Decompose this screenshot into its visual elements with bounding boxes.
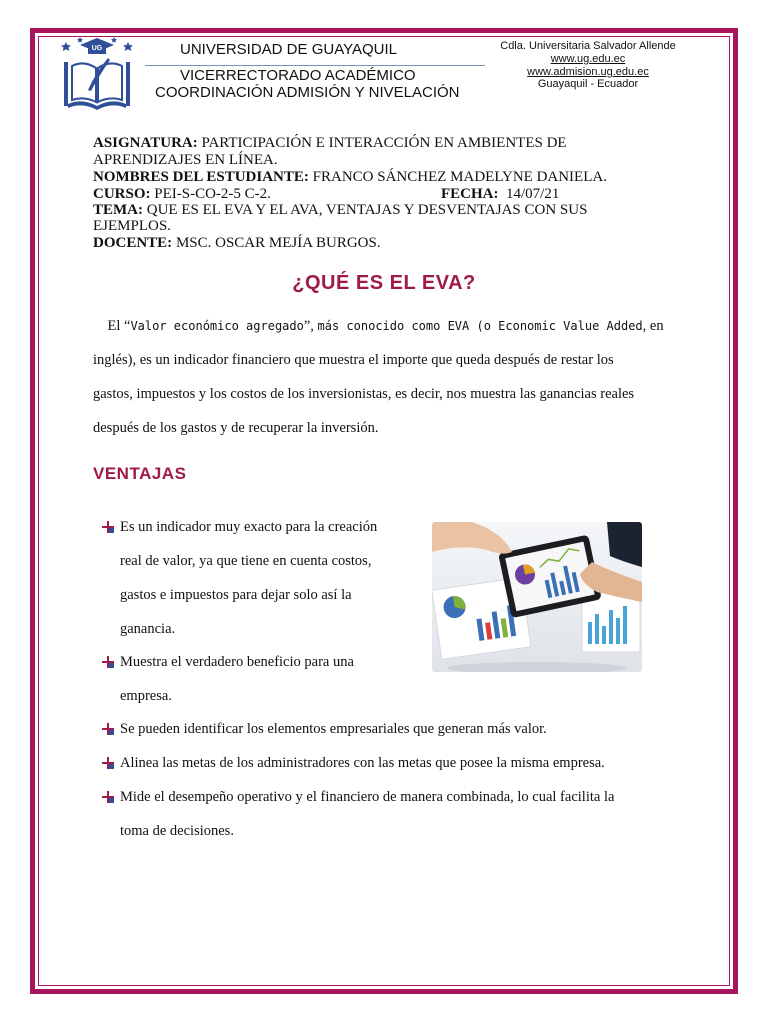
- bullet-icon: [102, 757, 114, 769]
- fecha-label: FECHA:: [441, 186, 499, 202]
- intro-line-3: gastos, impuestos y los costos de los inversionistas, es decir, nos muestra las ganancias reales: [93, 386, 635, 402]
- fecha-line: [441, 186, 559, 203]
- bullet-1-line-1: Es un indicador muy exacto para la creación: [120, 519, 378, 535]
- bullet-4: Alinea las metas de los administradores con las metas que posee la misma empresa.: [120, 755, 605, 771]
- intro-line-4: después de los gastos y de recuperar la inversión.: [93, 420, 379, 436]
- tema-line: [93, 202, 587, 219]
- docente-label: DOCENTE:: [93, 235, 173, 251]
- asignatura-value: PARTICIPACIÓN E INTERACCIÓN EN AMBIENTES DE: [201, 135, 567, 151]
- university-name: UNIVERSIDAD DE GUAYAQUIL: [180, 41, 397, 58]
- vicerrectorado-name: VICERRECTORADO ACADÉMICO: [180, 67, 416, 84]
- nombres-value: FRANCO SÁNCHEZ MADELYNE DANIELA.: [312, 169, 607, 185]
- intro-definition: más conocido como EVA (o Economic Value Added: [317, 319, 643, 333]
- header-divider: [145, 65, 485, 66]
- ventajas-heading: VENTAJAS: [93, 464, 187, 483]
- intro-line-1: [93, 318, 664, 335]
- bullet-icon: [102, 791, 114, 803]
- address-line: Cdla. Universitaria Salvador Allende: [500, 40, 676, 52]
- bullet-1-line-2: real de valor, ya que tiene en cuenta costos,: [120, 553, 372, 569]
- website-link[interactable]: www.ug.edu.ec: [550, 53, 626, 65]
- intro-quote-open: El “: [107, 318, 131, 334]
- curso-line: [93, 186, 271, 203]
- asignatura-line: [93, 135, 567, 152]
- bullet-2-line-1: Muestra el verdadero beneficio para una: [120, 654, 354, 670]
- asignatura-label: ASIGNATURA:: [93, 135, 198, 151]
- tema-label: TEMA:: [93, 202, 143, 218]
- tema-line-2: EJEMPLOS.: [93, 218, 171, 234]
- docente-line: [93, 235, 381, 252]
- tema-value: QUE ES EL EVA Y EL AVA, VENTAJAS Y DESVENTAJAS CON SUS: [146, 202, 588, 218]
- intro-quote-close: ”,: [303, 318, 318, 334]
- bullet-1-line-3: gastos e impuestos para dejar solo así la: [120, 587, 352, 603]
- bullet-2-line-2: empresa.: [120, 688, 172, 704]
- bullet-5-line-2: toma de decisiones.: [120, 823, 234, 839]
- intro-line-2: inglés), es un indicador financiero que muestra el importe que queda después de restar los: [93, 352, 614, 368]
- bullet-icon: [102, 521, 114, 533]
- logo-monogram: UG: [91, 45, 103, 52]
- bullet-icon: [102, 723, 114, 735]
- intro-term: Valor económico agregado: [130, 319, 304, 333]
- bullet-3: Se pueden identificar los elementos empresariales que generan más valor.: [120, 721, 547, 737]
- page-title: ¿QUÉ ES EL EVA?: [292, 272, 476, 294]
- bullet-1-line-4: ganancia.: [120, 621, 176, 637]
- nombres-line: [93, 169, 607, 186]
- city-line: Guayaquil - Ecuador: [537, 78, 639, 90]
- admission-website-link[interactable]: www.admision.ug.edu.ec: [527, 66, 649, 78]
- fecha-value: 14/07/21: [506, 186, 560, 202]
- curso-label: CURSO:: [93, 186, 151, 202]
- business-tablet-photo: [432, 522, 642, 672]
- docente-value: MSC. OSCAR MEJÍA BURGOS.: [175, 235, 381, 251]
- asignatura-line-2: APRENDIZAJES EN LÍNEA.: [93, 152, 278, 168]
- curso-value: PEI-S-CO-2-5 C-2.: [154, 186, 271, 202]
- coordination-name: COORDINACIÓN ADMISIÓN Y NIVELACIÓN: [155, 84, 460, 101]
- bullet-5-line-1: Mide el desempeño operativo y el financiero de manera combinada, lo cual facilita la: [120, 789, 615, 805]
- nombres-label: NOMBRES DEL ESTUDIANTE:: [93, 169, 309, 185]
- university-logo: [52, 34, 142, 114]
- bullet-icon: [102, 656, 114, 668]
- intro-line-1-end: , en: [642, 318, 664, 334]
